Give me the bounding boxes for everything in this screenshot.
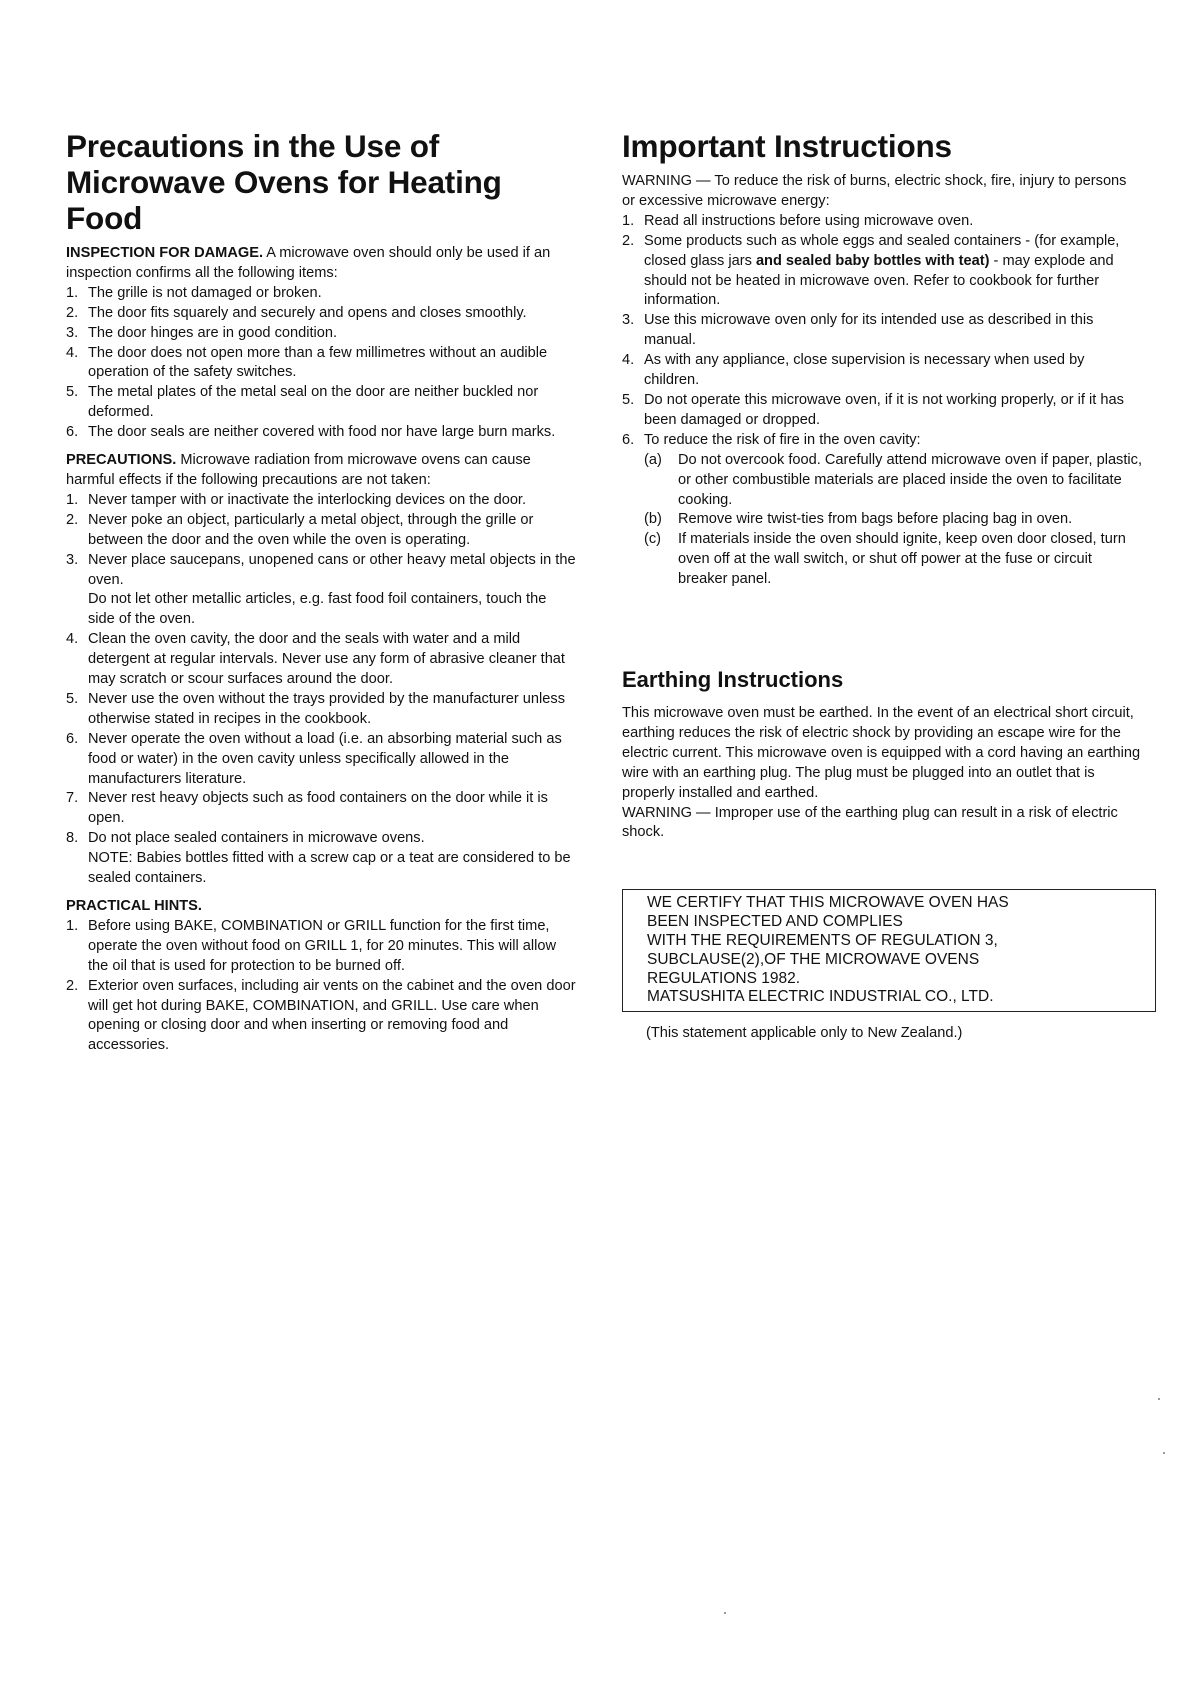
list-item [66,829,576,889]
earthing-warning: WARNING — Improper use of the earthing plug can result in a risk of electric shock. [622,804,1118,841]
earthing-section [622,666,1142,843]
item-letter: (c) [644,531,662,548]
list-item [622,431,1142,590]
item-number: 1. [622,212,635,229]
item-number: 2. [66,977,79,994]
sub-list-item [644,451,1142,511]
list-item [66,383,576,423]
item-text: Exterior oven surfaces, including air vents on the cabinet and the oven door will get hot during BAKE, COMBINATION, and GRILL. Use care when opening or closing door and when inserting or removing food and accessories. [88,977,576,1054]
item-text: Do not overcook food. Carefully attend microwave oven if paper, plastic, or other combustible materials are placed inside the oven to facilitate cooking. [678,451,1142,508]
list-item [622,311,1142,351]
item-text: The metal plates of the metal seal on the door are neither buckled nor deformed. [88,384,539,421]
certification-line: SUBCLAUSE(2),OF THE MICROWAVE OVENS [647,950,980,968]
inspection-list [66,284,576,443]
left-column [66,128,576,1056]
practical-hints-heading: PRACTICAL HINTS. [66,898,202,914]
right-column [622,128,1142,1044]
item-text: Read all instructions before using microwave oven. [644,212,974,229]
item-text: To reduce the risk of fire in the oven cavity: [644,431,921,448]
item-text: Never rest heavy objects such as food containers on the door while it is open. [88,790,548,827]
list-item [66,690,576,730]
list-item [66,324,576,344]
item-number: 5. [66,690,79,707]
list-item [66,730,576,790]
item-text: As with any appliance, close supervision is necessary when used by children. [644,352,1085,389]
item-text: The door hinges are in good condition. [88,324,338,341]
scan-speck [724,1612,726,1614]
item-number: 4. [66,344,79,361]
precautions-title: Precautions in the Use of Microwave Ovens for Heating Food [66,128,502,236]
item-text: Do not operate this microwave oven, if it is not working properly, or if it has been damaged or dropped. [644,391,1124,428]
item-text: The grille is not damaged or broken. [88,284,322,301]
item-text: Remove wire twist-ties from bags before placing bag in oven. [678,511,1073,528]
item-number: 1. [66,491,79,508]
certification-line: MATSUSHITA ELECTRIC INDUSTRIAL CO., LTD. [647,988,994,1006]
item-number: 3. [66,551,79,568]
item-number: 6. [622,431,635,448]
list-item [66,789,576,829]
item-number: 4. [66,631,79,648]
earthing-body: This microwave oven must be earthed. In the event of an electrical short circuit, earthing reduces the risk of electric shock by providing an escape wire for the electric current. This microwave oven is equipped with a cord having an earthing wire with an earthing plug. The plug must be plugged into an outlet that is properly installed and earthed. [622,705,1141,801]
item-text: Some products such as whole eggs and sealed containers - (for example, closed glass jars [644,232,1120,269]
item-text: The door fits squarely and securely and opens and closes smoothly. [88,304,527,321]
item-letter: (b) [644,511,662,528]
item-number: 2. [66,304,79,321]
list-item [66,977,576,1057]
inspection-intro: A microwave oven should only be used if an inspection confirms all the following items: [66,245,551,281]
item-number: 1. [66,284,79,301]
list-item [66,304,576,324]
item-text: Never operate the oven without a load (i.e. an absorbing material such as food or water) in the oven cavity unless specifically allowed in the manufacturers literature. [88,730,562,787]
item-bold-text: and sealed baby bottles with teat) [755,252,990,269]
earthing-title: Earthing Instructions [622,667,844,693]
list-item [66,511,576,551]
item-number: 4. [622,352,635,369]
item-number: 8. [66,830,79,847]
sub-list-item [644,530,1142,590]
list-item [66,491,576,511]
list-item [622,391,1142,431]
item-number: 6. [66,424,79,441]
item-number: 2. [66,511,79,528]
certification-box [622,889,1156,1012]
item-number: 6. [66,730,79,747]
item-number: 3. [622,312,635,329]
item-extra-text: Do not let other metallic articles, e.g. fast food foil containers, touch the side of the oven. [88,591,547,628]
list-item [66,344,576,384]
item-text: The door does not open more than a few millimetres without an audible operation of the safety switches. [88,344,548,381]
precautions-intro: Microwave radiation from microwave ovens can cause harmful effects if the following precautions are not taken: [66,452,531,488]
item-text: Before using BAKE, COMBINATION or GRILL function for the first time, operate the oven without food on GRILL 1, for 20 minutes. This will allow the oil that is used for protection to be burned off. [88,917,557,974]
practical-hints-list [66,917,576,1056]
list-item [66,284,576,304]
item-text: Never poke an object, particularly a metal object, through the grille or between the door and the oven while the oven is operating. [88,511,534,548]
item-number: 5. [622,391,635,408]
list-item [66,917,576,977]
scan-speck [1163,1452,1165,1454]
item-text: Never use the oven without the trays provided by the manufacturer unless otherwise stated in recipes in the cookbook. [88,690,565,727]
inspection-paragraph [66,244,576,284]
certification-line: BEEN INSPECTED AND COMPLIES [647,913,903,931]
list-item [622,351,1142,391]
item-number: 7. [66,790,79,807]
precautions-heading: PRECAUTIONS. [66,452,177,469]
precautions-paragraph [66,451,576,491]
instructions-list [622,212,1142,590]
warning-paragraph: WARNING — To reduce the risk of burns, electric shock, fire, injury to persons or excessive microwave energy: [622,173,1127,209]
item-text: The door seals are neither covered with food nor have large burn marks. [88,424,556,441]
certification-line: REGULATIONS 1982. [647,969,801,987]
item-number: 5. [66,384,79,401]
list-item [622,232,1142,312]
item-number: 3. [66,324,79,341]
item-text: Do not place sealed containers in microwave ovens. [88,830,425,847]
item-text: Never tamper with or inactivate the interlocking devices on the door. [88,491,527,508]
certification-line: WITH THE REQUIREMENTS OF REGULATION 3, [647,931,998,949]
sub-list-item [644,510,1142,530]
precautions-list [66,491,576,889]
list-item [66,423,576,443]
item-text: If materials inside the oven should ignite, keep oven door closed, turn oven off at the wall switch, or shut off power at the fuse or circuit breaker panel. [678,531,1126,588]
item-text-continued: - may explode and should not be heated in microwave oven. Refer to cookbook for further information. [644,252,1114,309]
item-extra-text: NOTE: Babies bottles fitted with a screw cap or a teat are considered to be sealed containers. [88,850,571,887]
inspection-heading: INSPECTION FOR DAMAGE. [66,245,264,261]
fire-risk-sublist [644,451,1142,590]
scan-speck [1158,1398,1160,1400]
certification-line: WE CERTIFY THAT THIS MICROWAVE OVEN HAS [647,894,1009,912]
item-text: Use this microwave oven only for its intended use as described in this manual. [644,312,1094,349]
item-text: Clean the oven cavity, the door and the seals with water and a mild detergent at regular intervals. Never use any form of abrasive cleaner that may scratch or scour surfaces around the door. [88,631,565,688]
item-number: 2. [622,232,635,249]
new-zealand-note: (This statement applicable only to New Zealand.) [646,1025,963,1042]
item-number: 1. [66,917,79,934]
list-item [66,630,576,690]
item-letter: (a) [644,451,662,468]
important-instructions-title: Important Instructions [622,128,952,164]
item-text: Never place saucepans, unopened cans or other heavy metal objects in the oven. [88,551,576,588]
list-item [622,212,1142,232]
list-item [66,551,576,631]
